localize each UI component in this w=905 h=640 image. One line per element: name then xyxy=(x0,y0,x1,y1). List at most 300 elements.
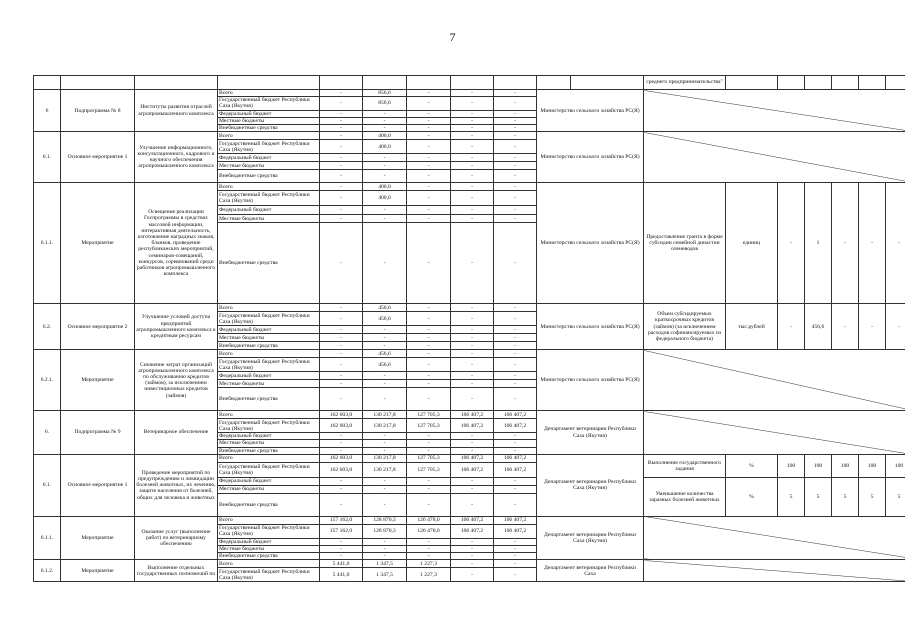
funding-value: - xyxy=(451,304,494,312)
indicator-value: 100 xyxy=(778,454,805,477)
funding-value: 106 407,2 xyxy=(451,462,494,477)
funding-value: - xyxy=(494,477,537,485)
funding-value: 106 407,2 xyxy=(451,516,494,524)
funding-value: 130 217,8 xyxy=(363,462,407,477)
row-number: 6 xyxy=(34,90,61,132)
funding-value: 162 603,0 xyxy=(320,419,363,433)
program-name: Снижение затрат организаций агропромышленного комплекса по обслуживанию кредитов (займов), за исключением инвестиционных кредитов (займов) xyxy=(135,350,218,411)
funding-value: - xyxy=(363,553,407,560)
funding-value: - xyxy=(451,215,494,223)
row-number: 6.1.2. xyxy=(34,560,61,582)
funding-value: - xyxy=(320,183,363,191)
program-kind: Мероприятие xyxy=(61,560,135,582)
continuation-text: среднего предпринимательства" xyxy=(644,76,726,90)
funding-value: - xyxy=(320,553,363,560)
funding-value: - xyxy=(320,312,363,326)
indicator-name: Объем субсидируемых краткосрочных кредитов (займов) (за исключением расходов софинансируемых из федерального бюджета) xyxy=(644,304,726,350)
funding-value: - xyxy=(363,342,407,350)
funding-value: - xyxy=(494,132,537,140)
indicator-value: 1 xyxy=(805,183,832,304)
funding-value: - xyxy=(320,358,363,372)
funding-value: 157 162,0 xyxy=(320,516,363,524)
funding-value: - xyxy=(494,553,537,560)
indicator-value: 5 xyxy=(832,477,859,516)
funding-source: Федеральный бюджет xyxy=(218,206,320,215)
funding-source: Федеральный бюджет xyxy=(218,477,320,485)
funding-source: Федеральный бюджет xyxy=(218,154,320,162)
funding-source: Внебюджетные средства xyxy=(218,223,320,304)
funding-value: - xyxy=(451,447,494,454)
funding-source: Федеральный бюджет xyxy=(218,372,320,380)
funding-value: - xyxy=(320,477,363,485)
funding-value: - xyxy=(451,223,494,304)
program-name: Улучшение информационного, консультационного, кадрового и научного обеспечения агропромышленного комплекса xyxy=(135,132,218,183)
funding-value: 856,6 xyxy=(363,90,407,97)
funding-value: - xyxy=(320,546,363,553)
funding-value: - xyxy=(407,132,451,140)
funding-source: Государственный бюджет Республики Саха (Якутия) xyxy=(218,140,320,154)
indicator-unit: тыс.рублей xyxy=(726,304,778,350)
funding-value: - xyxy=(363,546,407,553)
funding-value: - xyxy=(494,440,537,447)
funding-value: - xyxy=(320,97,363,110)
funding-value: - xyxy=(363,154,407,162)
funding-source: Всего xyxy=(218,90,320,97)
funding-value: - xyxy=(451,97,494,110)
indicator-unit: % xyxy=(726,477,778,516)
funding-value: 106 407,2 xyxy=(494,462,537,477)
funding-value: 1 347,5 xyxy=(363,568,407,582)
row-number: 6.1. xyxy=(34,454,61,516)
indicator-name: Предоставление гранта в форме субсидии семейной династии оленеводов xyxy=(644,183,726,304)
program-name: Освещение реализации Госпрограммы в средствах массовой информации, интерактивная деятельность, изготовление наградных знаков, бланков, проведение республиканских мероприятий, семинаров-совещаний, конкурсов, соревнований среди работников агропромышленного комплекса xyxy=(135,183,218,304)
row-number: 6.1.1. xyxy=(34,183,61,304)
program-name: Выполнение отдельных государственных полномочий по xyxy=(135,560,218,582)
funding-value: - xyxy=(494,170,537,183)
funding-value: - xyxy=(494,447,537,454)
funding-value: - xyxy=(320,191,363,206)
funding-source: Всего xyxy=(218,411,320,419)
executor: Департамент ветеринарии Республики Саха xyxy=(537,560,644,582)
funding-value: - xyxy=(494,162,537,170)
funding-value: - xyxy=(451,560,494,568)
funding-value: - xyxy=(363,372,407,380)
program-table xyxy=(33,75,905,582)
funding-value: - xyxy=(320,110,363,117)
funding-value: - xyxy=(451,154,494,162)
funding-value: - xyxy=(494,326,537,334)
funding-value: - xyxy=(407,304,451,312)
table-row xyxy=(34,560,905,568)
row-number: 6.1. xyxy=(34,132,61,183)
funding-value: - xyxy=(363,215,407,223)
funding-value: - xyxy=(451,140,494,154)
funding-value: - xyxy=(451,191,494,206)
table-body xyxy=(34,76,905,582)
table-row xyxy=(34,516,905,524)
funding-value: - xyxy=(451,90,494,97)
funding-value: 400,0 xyxy=(363,132,407,140)
program-kind: Подпрограмма № 8 xyxy=(61,90,135,132)
funding-value: - xyxy=(363,440,407,447)
program-name: Институты развития отраслей агропромышленного комплекса xyxy=(135,90,218,132)
indicator-name: Выполнение государственного задания xyxy=(644,454,726,477)
funding-value: - xyxy=(320,342,363,350)
row-number: 6.1.1. xyxy=(34,516,61,560)
funding-value: - xyxy=(320,170,363,183)
funding-value: - xyxy=(363,380,407,388)
funding-value: - xyxy=(494,223,537,304)
funding-value: - xyxy=(320,388,363,411)
empty-indicator-cell xyxy=(644,132,905,183)
funding-value: 400,0 xyxy=(363,191,407,206)
funding-source: Государственный бюджет Республики Саха (Якутия) xyxy=(218,97,320,110)
program-kind: Мероприятие xyxy=(61,350,135,411)
funding-value: - xyxy=(320,447,363,454)
funding-value: - xyxy=(407,358,451,372)
funding-value: - xyxy=(451,350,494,358)
funding-value: 456,6 xyxy=(363,312,407,326)
funding-value: - xyxy=(451,372,494,380)
funding-source: Местные бюджеты xyxy=(218,215,320,223)
funding-source: Местные бюджеты xyxy=(218,546,320,553)
funding-value: - xyxy=(363,110,407,117)
funding-value: - xyxy=(363,493,407,516)
funding-value: - xyxy=(451,358,494,372)
funding-value: - xyxy=(320,304,363,312)
funding-value: - xyxy=(451,568,494,582)
funding-value: - xyxy=(451,162,494,170)
funding-value: - xyxy=(407,154,451,162)
program-kind: Подпрограмма № 9 xyxy=(61,411,135,455)
funding-value: - xyxy=(494,206,537,215)
indicator-value: 5 xyxy=(886,477,905,516)
funding-value: - xyxy=(363,162,407,170)
funding-value: - xyxy=(494,215,537,223)
table-row xyxy=(34,90,905,97)
funding-source: Внебюджетные средства xyxy=(218,125,320,132)
funding-value: - xyxy=(451,132,494,140)
funding-value: - xyxy=(407,90,451,97)
funding-source: Государственный бюджет Республики Саха (Якутия) xyxy=(218,524,320,538)
indicator-value: - xyxy=(832,183,859,304)
funding-value: - xyxy=(320,334,363,342)
indicator-value: 100 xyxy=(832,454,859,477)
funding-value: - xyxy=(451,440,494,447)
funding-value: - xyxy=(407,326,451,334)
funding-value: - xyxy=(494,350,537,358)
funding-value: - xyxy=(320,440,363,447)
funding-value: 127 705,3 xyxy=(407,462,451,477)
funding-value: - xyxy=(320,206,363,215)
funding-value: - xyxy=(451,493,494,516)
funding-value: - xyxy=(363,538,407,545)
funding-value: - xyxy=(494,334,537,342)
funding-value: - xyxy=(363,223,407,304)
indicator-value: 100 xyxy=(805,454,832,477)
funding-value: 106 407,2 xyxy=(451,454,494,462)
funding-value: - xyxy=(494,312,537,326)
funding-value: 106 407,2 xyxy=(494,454,537,462)
indicator-value: - xyxy=(778,183,805,304)
page-number: 7 xyxy=(449,30,456,44)
funding-value: - xyxy=(407,215,451,223)
funding-value: - xyxy=(451,538,494,545)
program-kind: Мероприятие xyxy=(61,516,135,560)
funding-value: - xyxy=(320,538,363,545)
table-row xyxy=(34,411,905,419)
funding-value: - xyxy=(407,334,451,342)
funding-value: - xyxy=(320,493,363,516)
funding-value: 106 407,2 xyxy=(451,419,494,433)
executor: Министерство сельского хозяйства РС(Я) xyxy=(537,90,644,132)
funding-source: Государственный бюджет Республики Саха (Якутия) xyxy=(218,358,320,372)
funding-value: 162 603,0 xyxy=(320,454,363,462)
funding-value: - xyxy=(407,140,451,154)
funding-value: 157 162,0 xyxy=(320,524,363,538)
funding-value: 127 705,3 xyxy=(407,411,451,419)
funding-value: 162 603,0 xyxy=(320,462,363,477)
funding-value: - xyxy=(407,350,451,358)
funding-value: - xyxy=(494,191,537,206)
funding-source: Местные бюджеты xyxy=(218,162,320,170)
indicator-unit: единиц xyxy=(726,183,778,304)
funding-value: - xyxy=(494,117,537,124)
funding-source: Внебюджетные средства xyxy=(218,493,320,516)
funding-value: - xyxy=(494,560,537,568)
funding-value: 106 407,2 xyxy=(451,524,494,538)
funding-source: Внебюджетные средства xyxy=(218,447,320,454)
row-number: 6. xyxy=(34,411,61,455)
funding-source: Местные бюджеты xyxy=(218,334,320,342)
funding-value: - xyxy=(407,170,451,183)
funding-value: - xyxy=(407,546,451,553)
funding-value: - xyxy=(363,485,407,493)
funding-value: - xyxy=(451,110,494,117)
funding-value: - xyxy=(320,117,363,124)
table-row xyxy=(34,183,905,191)
funding-value: - xyxy=(363,433,407,440)
funding-value: - xyxy=(407,380,451,388)
funding-value: - xyxy=(407,97,451,110)
funding-value: - xyxy=(451,326,494,334)
funding-value: - xyxy=(407,223,451,304)
funding-source: Государственный бюджет Республики Саха (Якутия) xyxy=(218,568,320,582)
funding-value: 1 347,5 xyxy=(363,560,407,568)
funding-value: - xyxy=(363,447,407,454)
funding-value: 5 441,0 xyxy=(320,568,363,582)
funding-source: Всего xyxy=(218,304,320,312)
funding-value: 456,6 xyxy=(363,358,407,372)
funding-value: - xyxy=(451,125,494,132)
executor: Министерство сельского хозяйства РС(Я) xyxy=(537,350,644,411)
funding-value: - xyxy=(320,140,363,154)
funding-source: Государственный бюджет Республики Саха (Якутия) xyxy=(218,191,320,206)
funding-value: - xyxy=(451,117,494,124)
funding-source: Федеральный бюджет xyxy=(218,326,320,334)
indicator-value: 456,6 xyxy=(805,304,832,350)
funding-source: Государственный бюджет Республики Саха (Якутия) xyxy=(218,419,320,433)
funding-value: - xyxy=(494,140,537,154)
program-name: Проведение мероприятий по предупреждению и ликвидации болезней животных, их лечению, защите населения от болезней, общих для человека и животных xyxy=(135,454,218,516)
indicator-value: - xyxy=(859,183,886,304)
funding-value: - xyxy=(451,183,494,191)
funding-value: 127 705,3 xyxy=(407,419,451,433)
funding-value: - xyxy=(494,568,537,582)
funding-value: 1 227,3 xyxy=(407,560,451,568)
funding-value: - xyxy=(320,372,363,380)
funding-value: - xyxy=(320,90,363,97)
program-name: Ветеринарное обеспечение xyxy=(135,411,218,455)
indicator-value: - xyxy=(886,304,905,350)
funding-value: - xyxy=(407,312,451,326)
funding-value: 456,6 xyxy=(363,304,407,312)
funding-source: Государственный бюджет Республики Саха (Якутия) xyxy=(218,462,320,477)
funding-source: Местные бюджеты xyxy=(218,440,320,447)
table-row xyxy=(34,132,905,140)
funding-source: Внебюджетные средства xyxy=(218,553,320,560)
table-row xyxy=(34,350,905,358)
funding-source: Всего xyxy=(218,132,320,140)
funding-value: - xyxy=(451,380,494,388)
funding-value: 128 870,3 xyxy=(363,524,407,538)
indicator-value: - xyxy=(859,304,886,350)
funding-value: - xyxy=(320,380,363,388)
funding-value: - xyxy=(494,125,537,132)
funding-value: - xyxy=(451,433,494,440)
empty-indicator-cell xyxy=(644,90,905,132)
funding-value: 162 603,0 xyxy=(320,411,363,419)
funding-source: Федеральный бюджет xyxy=(218,433,320,440)
funding-value: - xyxy=(407,447,451,454)
funding-source: Всего xyxy=(218,454,320,462)
executor: Министерство сельского хозяйства РС(Я) xyxy=(537,183,644,304)
funding-value: 130 217,8 xyxy=(363,419,407,433)
executor: Министерство сельского хозяйства РС(Я) xyxy=(537,132,644,183)
funding-value: - xyxy=(494,304,537,312)
funding-source: Всего xyxy=(218,350,320,358)
funding-value: - xyxy=(451,485,494,493)
funding-value: - xyxy=(407,183,451,191)
funding-value: - xyxy=(494,183,537,191)
funding-value: - xyxy=(494,380,537,388)
funding-value: - xyxy=(407,110,451,117)
funding-value: - xyxy=(363,388,407,411)
funding-source: Всего xyxy=(218,183,320,191)
funding-value: - xyxy=(320,433,363,440)
funding-value: 400,0 xyxy=(363,140,407,154)
indicator-value: - xyxy=(886,183,905,304)
executor: Департамент ветеринарии Республики Саха (Якутия) xyxy=(537,411,644,455)
funding-source: Внебюджетные средства xyxy=(218,388,320,411)
funding-value: - xyxy=(320,162,363,170)
funding-source: Внебюджетные средства xyxy=(218,170,320,183)
table-row xyxy=(34,304,905,312)
continuation-row xyxy=(34,76,905,90)
funding-value: - xyxy=(407,485,451,493)
funding-value: - xyxy=(363,334,407,342)
funding-source: Всего xyxy=(218,516,320,524)
funding-source: Местные бюджеты xyxy=(218,380,320,388)
funding-value: 1 227,3 xyxy=(407,568,451,582)
funding-source: Внебюджетные средства xyxy=(218,342,320,350)
funding-value: - xyxy=(407,538,451,545)
funding-value: 126 478,0 xyxy=(407,524,451,538)
funding-value: - xyxy=(494,546,537,553)
program-kind: Основное мероприятие 1 xyxy=(61,454,135,516)
funding-value: - xyxy=(320,132,363,140)
funding-value: - xyxy=(363,125,407,132)
funding-value: - xyxy=(407,433,451,440)
funding-value: - xyxy=(451,553,494,560)
funding-value: - xyxy=(407,372,451,380)
program-kind: Основное мероприятие 2 xyxy=(61,304,135,350)
empty-indicator-cell xyxy=(644,411,905,455)
funding-value: 126 478,0 xyxy=(407,516,451,524)
funding-source: Местные бюджеты xyxy=(218,485,320,493)
funding-value: 106 407,2 xyxy=(494,524,537,538)
funding-value: - xyxy=(407,477,451,485)
indicator-value: 100 xyxy=(886,454,905,477)
funding-value: - xyxy=(407,191,451,206)
funding-value: 456,6 xyxy=(363,350,407,358)
funding-value: - xyxy=(407,493,451,516)
executor: Департамент ветеринарии Республики Саха (Якутия) xyxy=(537,516,644,560)
indicator-value: 5 xyxy=(805,477,832,516)
funding-value: - xyxy=(451,206,494,215)
funding-value: - xyxy=(320,350,363,358)
program-kind: Мероприятие xyxy=(61,183,135,304)
funding-value: - xyxy=(494,388,537,411)
funding-value: - xyxy=(320,215,363,223)
funding-value: - xyxy=(363,326,407,334)
funding-value: - xyxy=(451,170,494,183)
funding-value: - xyxy=(494,342,537,350)
funding-value: - xyxy=(407,553,451,560)
funding-value: 128 870,3 xyxy=(363,516,407,524)
funding-value: - xyxy=(363,170,407,183)
indicator-unit: % xyxy=(726,454,778,477)
funding-value: - xyxy=(363,206,407,215)
funding-value: - xyxy=(451,546,494,553)
funding-source: Местные бюджеты xyxy=(218,117,320,124)
funding-value: 856,6 xyxy=(363,97,407,110)
funding-value: - xyxy=(363,117,407,124)
funding-value: 106 407,2 xyxy=(494,419,537,433)
funding-value: - xyxy=(494,110,537,117)
funding-value: - xyxy=(407,162,451,170)
funding-value: - xyxy=(407,117,451,124)
funding-value: 106 407,2 xyxy=(451,411,494,419)
program-kind: Основное мероприятие 1 xyxy=(61,132,135,183)
indicator-value: - xyxy=(832,304,859,350)
funding-source: Федеральный бюджет xyxy=(218,538,320,545)
executor: Министерство сельского хозяйства РС(Я) xyxy=(537,304,644,350)
row-number: 6.2. xyxy=(34,304,61,350)
program-name: Оказание услуг (выполнение работ) по ветеринарному обеспечению xyxy=(135,516,218,560)
funding-value: - xyxy=(494,97,537,110)
funding-value: - xyxy=(407,388,451,411)
executor: Департамент ветеринарии Республики Саха (Якутия) xyxy=(537,454,644,516)
funding-value: - xyxy=(494,485,537,493)
indicator-name: Уменьшение количества заразных болезней животных xyxy=(644,477,726,516)
funding-value: - xyxy=(451,312,494,326)
empty-indicator-cell xyxy=(644,516,905,560)
funding-value: - xyxy=(451,388,494,411)
funding-value: - xyxy=(407,342,451,350)
funding-value: 106 407,2 xyxy=(494,516,537,524)
funding-value: - xyxy=(407,440,451,447)
